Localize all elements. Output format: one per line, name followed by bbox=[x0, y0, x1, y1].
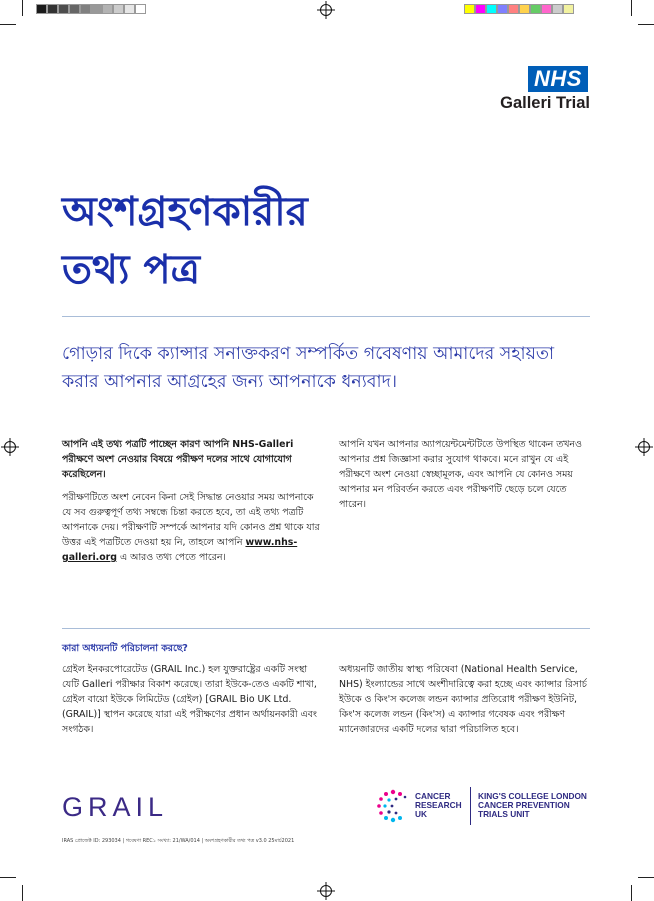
cru-line-1: CANCER bbox=[415, 791, 451, 801]
reference-footer: IRAS প্রোজেক্ট ID: 293034 | গবেষণা REC১ সংখ্যা: 21/WA/014 | অংশগ্রহণকারীর তথ্য পত্র v3.0 25মার্চ2021 bbox=[62, 838, 295, 844]
crop-mark bbox=[22, 885, 23, 901]
registration-mark-right bbox=[638, 441, 650, 453]
page-title bbox=[62, 183, 602, 299]
color-swatch bbox=[113, 4, 124, 14]
color-swatch bbox=[475, 4, 486, 14]
cru-line-3: UK bbox=[415, 809, 427, 819]
color-swatch bbox=[124, 4, 135, 14]
title-line-1: অংশগ্রহণকারীর bbox=[62, 189, 308, 235]
color-swatch bbox=[552, 4, 563, 14]
color-swatch bbox=[486, 4, 497, 14]
lead-paragraph: গোড়ার দিকে ক্যান্সার সনাক্তকরণ সম্পর্কিত গবেষণায় আমাদের সহায়তা করার আপনার আগ্রহের জন্য আপনাকে ধন্যবাদ। bbox=[62, 344, 555, 392]
kcl-line-2: CANCER PREVENTION bbox=[478, 800, 570, 810]
cancer-research-uk-wordmark bbox=[415, 792, 462, 819]
intro-bold-text: আপনি এই তথ্য পত্রটি পাচ্ছেন কারণ আপনি NHS-Galleri পরীক্ষণে অংশ নেওয়ার বিষয়ে পরীক্ষণ দলের সাথে যোগাযোগ করেছিলেন। bbox=[62, 439, 294, 480]
section-right-column bbox=[339, 662, 594, 745]
crop-mark bbox=[0, 877, 16, 878]
kcl-trials-unit-wordmark bbox=[478, 792, 587, 819]
color-bar-process bbox=[464, 4, 574, 14]
divider-middle bbox=[62, 628, 590, 629]
left-paragraph-2: পরীক্ষণটিতে অংশ নেবেন কিনা সেই সিদ্ধান্ত নেওয়ার সময় আপনাকে যে সব গুরুত্বপূর্ণ তথ্য সম্বন্ধে চিন্তা করতে হবে, তা এই তথ্য পত্রটি আপনাকে দেয়। পরীক্ষণটি সম্পর্কে আপনার যদি কোনও প্রশ্ন থাকে যার উত্তর এই পত্রটিতে দেওয়া হয় নি, তাহলে আপনি bbox=[62, 492, 320, 548]
right-paragraph: আপনি যখন আপনার অ্যাপয়েন্টমেন্টটিতে উপস্থিত থাকেন তখনও আপনার প্রশ্ন জিজ্ঞাসা করার সুযোগ থাকবে। মনে রাখুন যে এই পরীক্ষণে অংশ নেওয়া স্বেচ্ছামূলক, এবং আপনি যে কোনও সময় আপনার মন পরিবর্তন করতে এবং পরীক্ষণটি ছেড়ে চলে যেতে পারেন। bbox=[339, 439, 582, 510]
kcl-line-3: TRIALS UNIT bbox=[478, 809, 530, 819]
section-right-paragraph: অধ্যয়নটি জাতীয় স্বাস্থ্য পরিষেবা (National Health Service, NHS) ইংল্যান্ডের সাথে অংশীদারিত্বে করা হচ্ছে এবং ক্যান্সার রিসার্চ ইউকে ও কিং'স কলেজ লন্ডন ক্যান্সার প্রতিরোধ পরীক্ষণ ইউনিট, কিং'স কলেজ লন্ডন (কিং'স) এ ক্যান্সার গবেষক এবং পরীক্ষণ ম্যানেজারদের একটি দলের দ্বারা পরিচালিত হবে। bbox=[339, 664, 587, 735]
color-swatch bbox=[47, 4, 58, 14]
crop-mark bbox=[22, 0, 23, 16]
registration-mark-left bbox=[4, 441, 16, 453]
color-swatch bbox=[36, 4, 47, 14]
color-swatch bbox=[541, 4, 552, 14]
section-left-paragraph: গ্রেইল ইনকরপোরেটেড (GRAIL Inc.) হল যুক্তরাষ্ট্রের একটি সংস্থা যেটি Galleri পরীক্ষার বিকাশ করেছে। তারা ইউকে-তেও একটি শাখা, গ্রেইল বায়ো ইউকে লিমিটেড (গ্রেইল) [GRAIL Bio UK Ltd. (GRAIL)] স্থাপন করেছে যারা এই পরীক্ষণের প্রধান অর্থায়নকারী এবং সংগঠক। bbox=[62, 664, 317, 735]
cancer-research-uk-logo-mark bbox=[375, 788, 411, 824]
registration-mark-top bbox=[320, 4, 332, 16]
title-line-2: তথ্য পত্র bbox=[62, 247, 200, 293]
color-swatch bbox=[508, 4, 519, 14]
color-swatch bbox=[135, 4, 146, 14]
nhs-logo: NHS bbox=[528, 66, 588, 92]
section-left-column bbox=[62, 662, 320, 745]
color-swatch bbox=[497, 4, 508, 14]
color-swatch bbox=[91, 4, 102, 14]
cru-line-2: RESEARCH bbox=[415, 800, 462, 810]
galleri-website-link[interactable]: www.nhs-galleri.org bbox=[62, 537, 298, 563]
divider-top bbox=[62, 316, 590, 317]
registration-mark-bottom bbox=[320, 885, 332, 897]
logo-divider bbox=[470, 787, 471, 825]
color-swatch bbox=[69, 4, 80, 14]
left-column bbox=[62, 437, 320, 573]
section-heading: কারা অধ্যয়নটি পরিচালনা করছে? bbox=[62, 643, 188, 654]
crop-mark bbox=[631, 885, 632, 901]
right-column bbox=[339, 437, 594, 520]
color-swatch bbox=[80, 4, 91, 14]
grail-logo: GRAIL bbox=[62, 792, 169, 822]
crop-mark bbox=[631, 0, 632, 16]
crop-mark bbox=[0, 24, 16, 25]
color-bar-grayscale bbox=[36, 4, 146, 14]
color-swatch bbox=[519, 4, 530, 14]
color-swatch bbox=[464, 4, 475, 14]
color-swatch bbox=[563, 4, 574, 14]
color-swatch bbox=[102, 4, 113, 14]
kcl-line-1: KING'S COLLEGE LONDON bbox=[478, 791, 587, 801]
crop-mark bbox=[638, 24, 654, 25]
crop-mark bbox=[638, 877, 654, 878]
trial-name: Galleri Trial bbox=[500, 94, 590, 112]
color-swatch bbox=[58, 4, 69, 14]
left-paragraph-2-end: এ আরও তথ্য পেতে পারেন। bbox=[119, 552, 226, 563]
color-swatch bbox=[530, 4, 541, 14]
